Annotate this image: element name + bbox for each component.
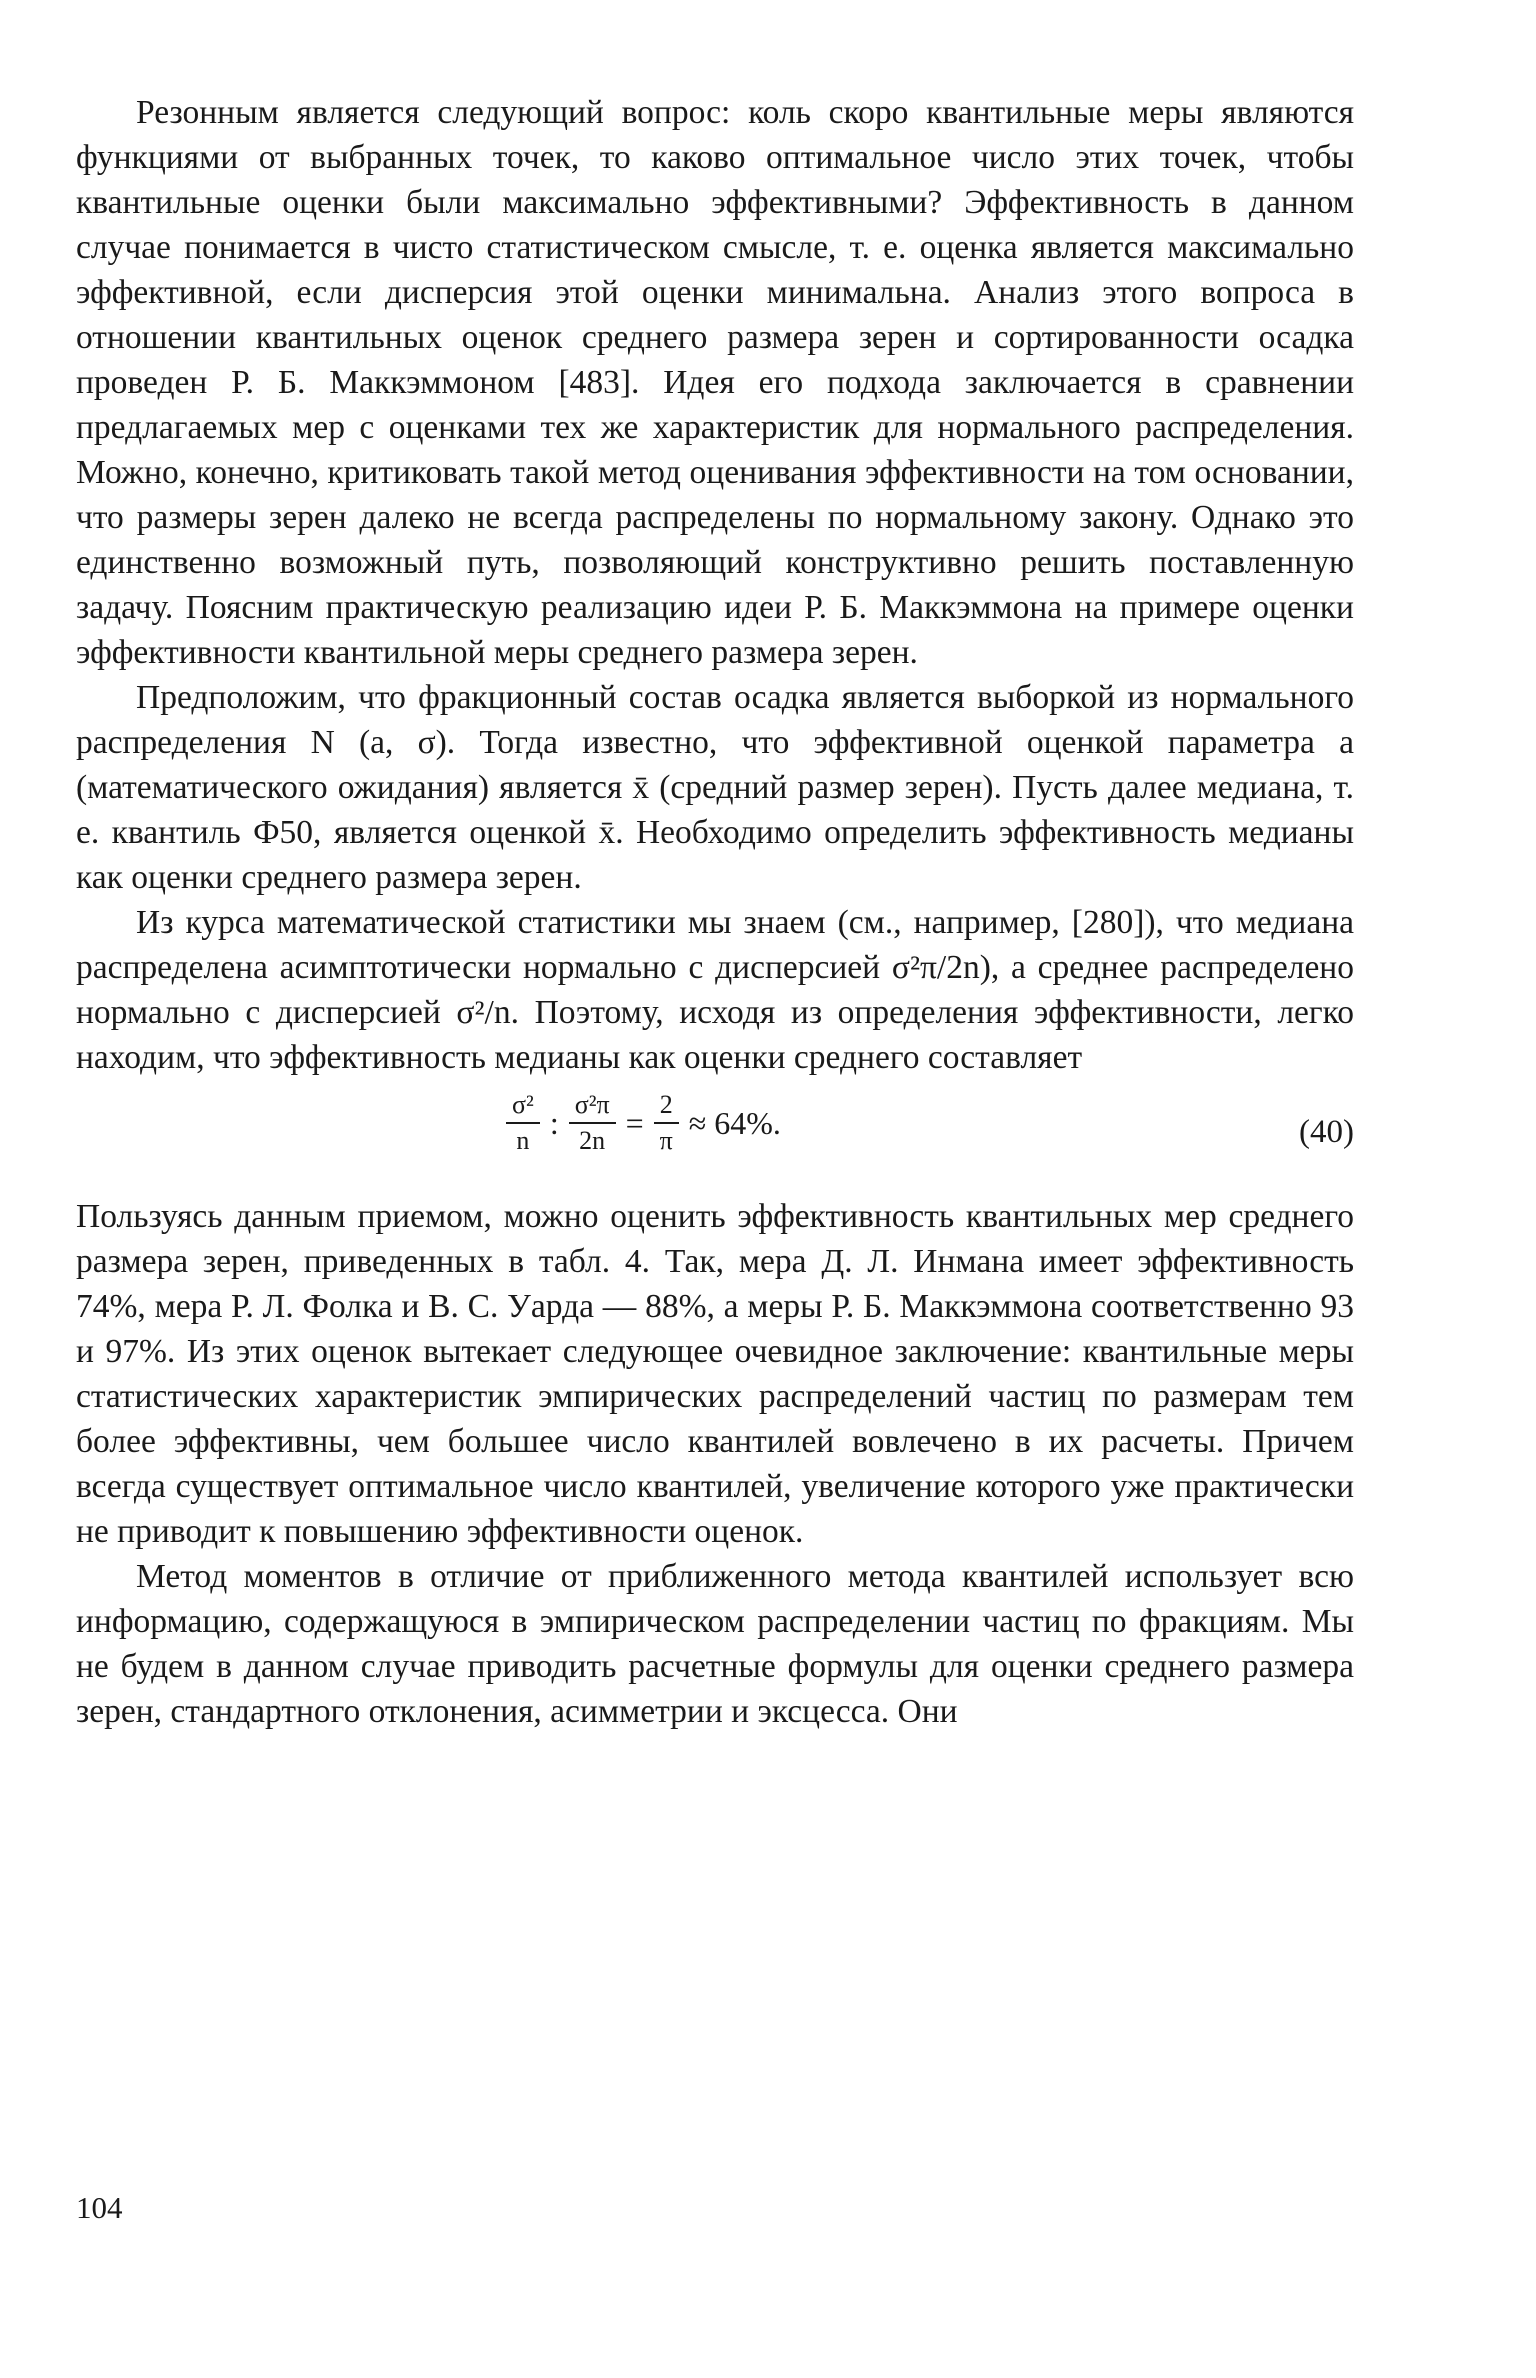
paragraph-1: Резонным является следующий вопрос: коль скоро квантильные меры являются функциями от выбранных точек, то каково оптимальное число этих точек, чтобы квантильные оценки были максимально эффективными? Эффективность в данном случае понимается в чисто статистическом смысле, т. е. оценка является максимально эффективной, если дисперсия этой оценки минимальна. Анализ этого вопроса в отношении квантильных оценок среднего размера зерен и сортированности осадка проведен Р. Б. Маккэммоном [483]. Идея его подхода заключается в сравнении предлагаемых мер с оценками тех же характеристик для нормального распределения. Можно, конечно, критиковать такой метод оценивания эффективности на том основании, что размеры зерен далеко не всегда распределены по нормальному закону. Однако это единственно возможный путь, позволяющий конструктивно решить поставленную задачу. Поясним практическую реализацию идеи Р. Б. Маккэммона на примере оценки эффективности квантильной меры среднего размера зерен. [76, 94, 1354, 671]
ratio-sign: : [549, 1104, 559, 1141]
fraction-2-over-pi [654, 1092, 679, 1154]
body-text [76, 90, 1354, 1734]
denominator: n [516, 1126, 530, 1155]
page-number: 104 [76, 2190, 123, 2225]
paragraph-5: Метод моментов в отличие от приближенного метода квантилей использует всю информацию, содержащуюся в эмпирическом распределении частиц по фракциям. Мы не будем в данном случае приводить расчетные формулы для оценки среднего размера зерен, стандартного отклонения, асимметрии и эксцесса. Они [76, 1558, 1354, 1730]
equation-40 [76, 1084, 1354, 1182]
paragraph-4: Пользуясь данным приемом, можно оценить эффективность квантильных мер среднего размера зерен, приведенных в табл. 4. Так, мера Д. Л. Инмана имеет эффективность 74%, мера Р. Л. Фолка и В. С. Уарда — 88%, а меры Р. Б. Маккэммона соответственно 93 и 97%. Из этих оценок вытекает следующее очевидное заключение: квантильные меры статистических характеристик эмпирических распределений частиц по размерам тем более эффективны, чем большее число квантилей вовлечено в их расчеты. Причем всегда существует оптимальное число квантилей, увеличение которого уже практически не приводит к повышению эффективности оценок. [76, 1198, 1354, 1550]
equation-expression [506, 1092, 781, 1154]
equals-sign: = [625, 1104, 644, 1141]
fraction-sigma-sq-over-n [506, 1092, 540, 1154]
numerator: σ² [506, 1092, 540, 1124]
paragraph-2: Предположим, что фракционный состав осадка является выборкой из нормального распределения N (a, σ). Тогда известно, что эффективной оценкой параметра a (математического ожидания) является x̄ (средний размер зерен). Пусть далее медиана, т. е. квантиль Ф50, является оценкой x̄. Необходимо определить эффективность медианы как оценки среднего размера зерен. [76, 679, 1354, 896]
paragraph-3: Из курса математической статистики мы знаем (см., например, [280]), что медиана распределена асимптотически нормально с дисперсией σ²π/2n), а среднее распределено нормально с дисперсией σ²/n. Поэтому, исходя из определения эффективности, легко находим, что эффективность медианы как оценки среднего составляет [76, 904, 1354, 1076]
denominator: 2n [579, 1126, 606, 1155]
fraction-sigma-sq-pi-over-2n [569, 1092, 616, 1154]
numerator: 2 [654, 1092, 679, 1124]
denominator: π [659, 1126, 673, 1155]
numerator: σ²π [569, 1092, 616, 1124]
equation-result: ≈ 64%. [688, 1104, 781, 1141]
equation-number: (40) [1299, 1114, 1354, 1150]
